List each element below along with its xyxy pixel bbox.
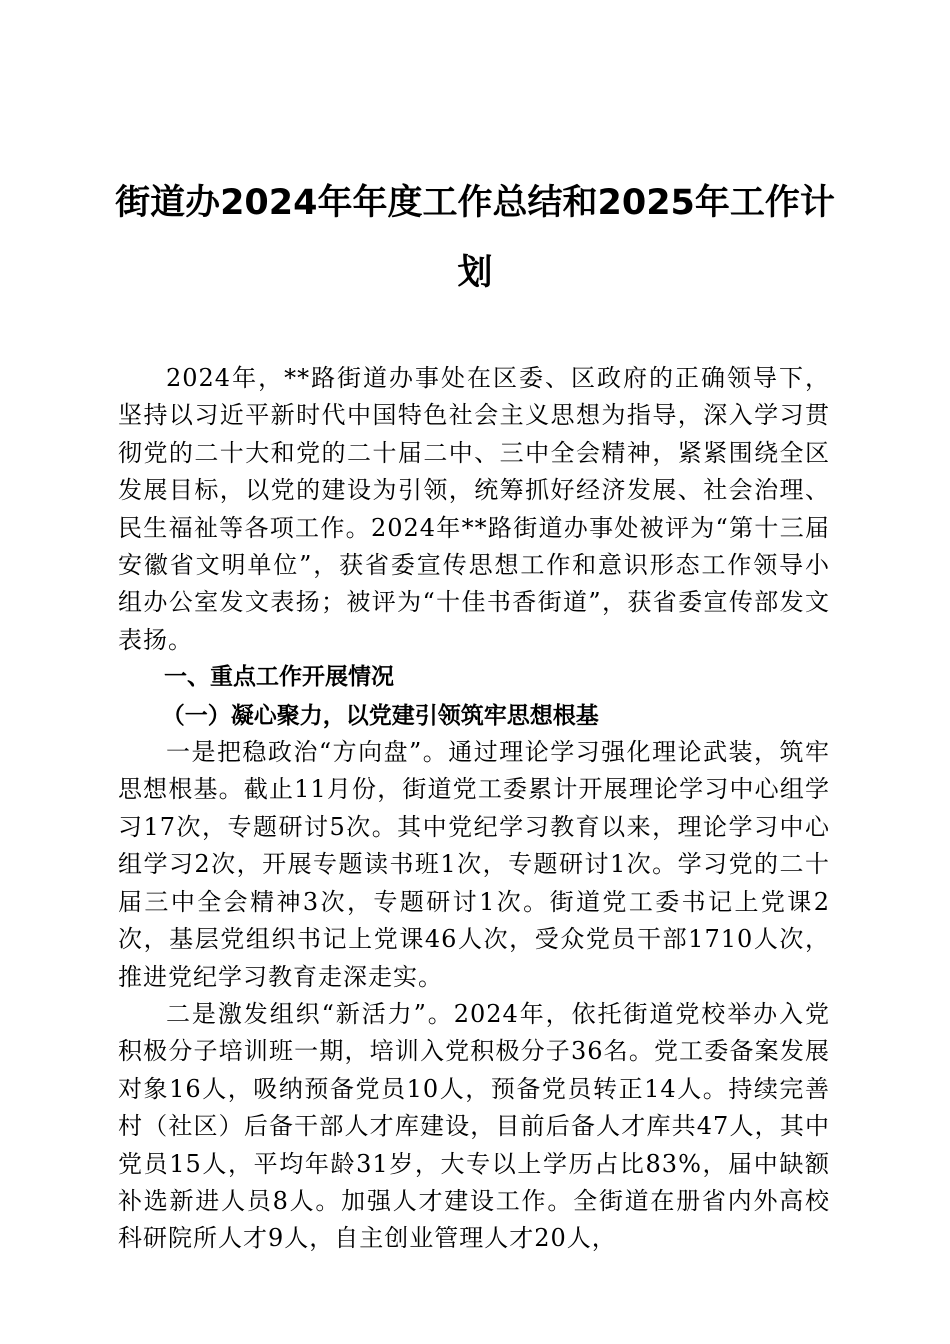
document-body (118, 360, 830, 1258)
document-title: 街道办2024年年度工作总结和2025年工作计划 (115, 183, 835, 293)
intro-paragraph: 2024年，**路街道办事处在区委、区政府的正确领导下，坚持以习近平新时代中国特色社会主义思想为指导，深入学习贯彻党的二十大和党的二十届二中、三中全会精神，紧紧围绕全区发展目标，以党的建设为引领，统筹抓好经济发展、社会治理、民生福祉等各项工作。2024年**路街道办事处被评为“第十三届安徽省文明单位”，获省委宣传思想工作和意识形态工作领导小组办公室发文表扬；被评为“十佳书香街道”，获省委宣传部发文表扬。 (118, 364, 830, 654)
subsection-heading: （一）凝心聚力，以党建引领筑牢思想根基 (161, 701, 599, 729)
body-paragraph: 一是把稳政治“方向盘”。通过理论学习强化理论武装，筑牢思想根基。截止11月份，街道党工委累计开展理论学习中心组学习17次，专题研讨5次。其中党纪学习教育以来，理论学习中心组学习2次，开展专题读书班1次，专题研讨1次。学习党的二十届三中全会精神3次，专题研讨1次。街道党工委书记上党课2次，基层党组织书记上党课46人次，受众党员干部1710人次，推进党纪学习教育走深走实。 (118, 738, 830, 991)
section-heading: 一、重点工作开展情况 (164, 664, 394, 691)
body-paragraph: 二是激发组织“新活力”。2024年，依托街道党校举办入党积极分子培训班一期，培训入党积极分子36名。党工委备案发展对象16人，吸纳预备党员10人，预备党员转正14人。持续完善村（社区）后备干部人才库建设，目前后备人才库共47人，其中党员15人，平均年龄31岁，大专以上学历占比83%，届中缺额补选新进人员8人。加强人才建设工作。全街道在册省内外高校科研院所人才9人，自主创业管理人才20人， (118, 999, 830, 1253)
